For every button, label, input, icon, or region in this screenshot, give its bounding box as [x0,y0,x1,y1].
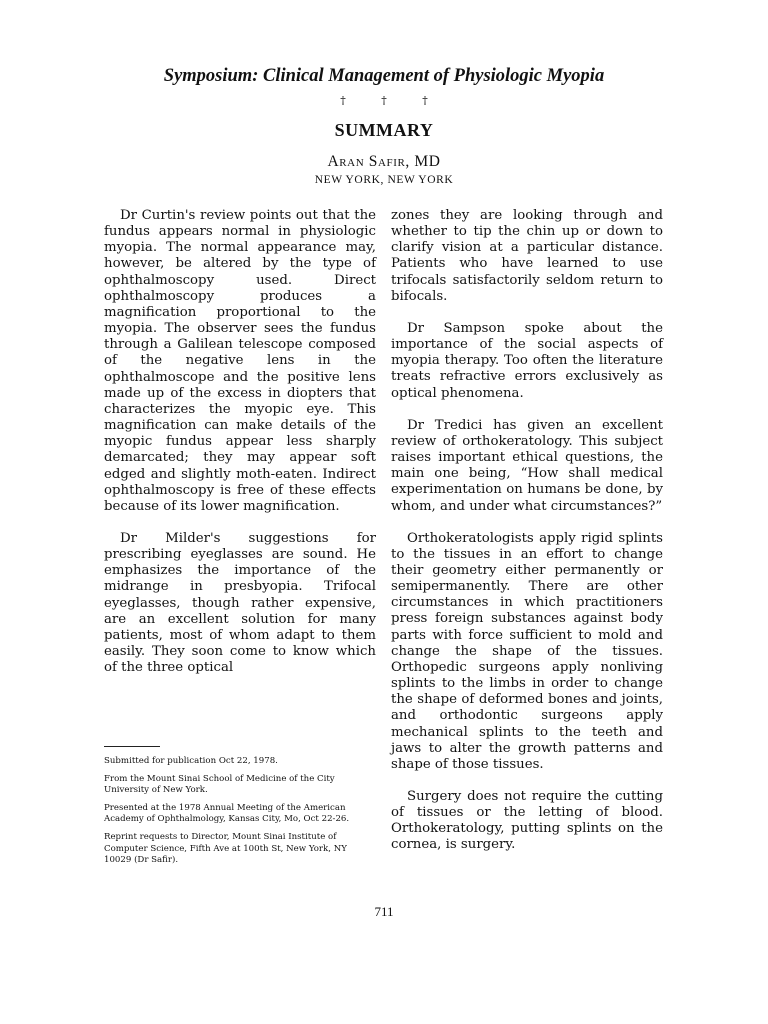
footnote-submitted: Submitted for publication Oct 22, 1978. [104,756,278,766]
author-location: NEW YORK, NEW YORK [314,174,454,186]
paragraph: Orthokeratologists apply rigid splints to the tissues in an effort to change their geometry either permanently or semipermanently. There are other circumstances in which practitioners press foreign substances against body parts with force sufficient to mold and change the shape of the tissues. Orthopedic surgeons apply nonliving splints to the limbs in order to change the shape of deformed bones and joints, and orthodontic surgeons apply mechanical splints to the teeth and jaws to alter the growth patterns and shape of those tissues. [391,530,663,772]
footnotes [104,746,376,873]
author-name: Aran Safir, MD [327,153,441,170]
paragraph: Dr Milder's suggestions for prescribing eyeglasses are sound. He emphasizes the importance of the midrange in presbyopia. Trifocal eyeglasses, though rather expensive, are an excellent solution for many patients, most of whom adapt to them easily. They soon come to know which of the three optical [104,530,376,676]
left-column [104,208,376,676]
right-column [391,208,663,854]
paragraph: Dr Curtin's review points out that the fundus appears normal in physiologic myopia. The normal appearance may, however, be altered by the type of ophthalmoscopy used. Direct ophthalmoscopy produces a magnification proportional to the myopia. The observer sees the fundus through a Galilean telescope composed of the negative lens in the ophthalmoscope and the positive lens made up of the excess in diopters that characterizes the myopic eye. This magnification can make details of the myopic fundus appear less sharply demarcated; they may appear soft edged and slightly moth-eaten. Indirect ophthalmoscopy is free of these effects because of its lower magnification. [104,208,376,514]
footnote-presented: Presented at the 1978 Annual Meeting of the American Academy of Ophthalmology, Kansas City, Mo, Oct 22-26. [104,803,350,825]
paragraph-continued: zones they are looking through and whether to tip the chin up or down to clarify vision at a particular distance. Patients who have learned to use trifocals satisfactorily seldom return to bifocals. [391,208,663,304]
paragraph: Dr Tredici has given an excellent review of orthokeratology. This subject raises important ethical questions, the main one being, “How shall medical experimentation on humans be done, by whom, and under what circumstances?” [391,417,663,514]
page-number: 711 [374,904,394,919]
footnote-reprint: Reprint requests to Director, Mount Sinai Institute of Computer Science, Fifth Ave at 100th St, New York, NY 10029 (Dr Safir). [104,832,347,865]
paragraph: Surgery does not require the cutting of tissues or the letting of blood. Orthokeratology, putting splints on the cornea, is surgery. [391,789,663,853]
page-title: Symposium: Clinical Management of Physiologic Myopia [163,66,605,86]
section-ornament: † † † [340,94,444,107]
footnote-affiliation: From the Mount Sinai School of Medicine of the City University of New York. [104,774,335,796]
footnote-divider [104,746,160,747]
paragraph: Dr Sampson spoke about the importance of the social aspects of myopia therapy. Too often the literature treats refractive errors exclusively as optical phenomena. [391,320,663,401]
summary-heading: SUMMARY [334,120,434,140]
